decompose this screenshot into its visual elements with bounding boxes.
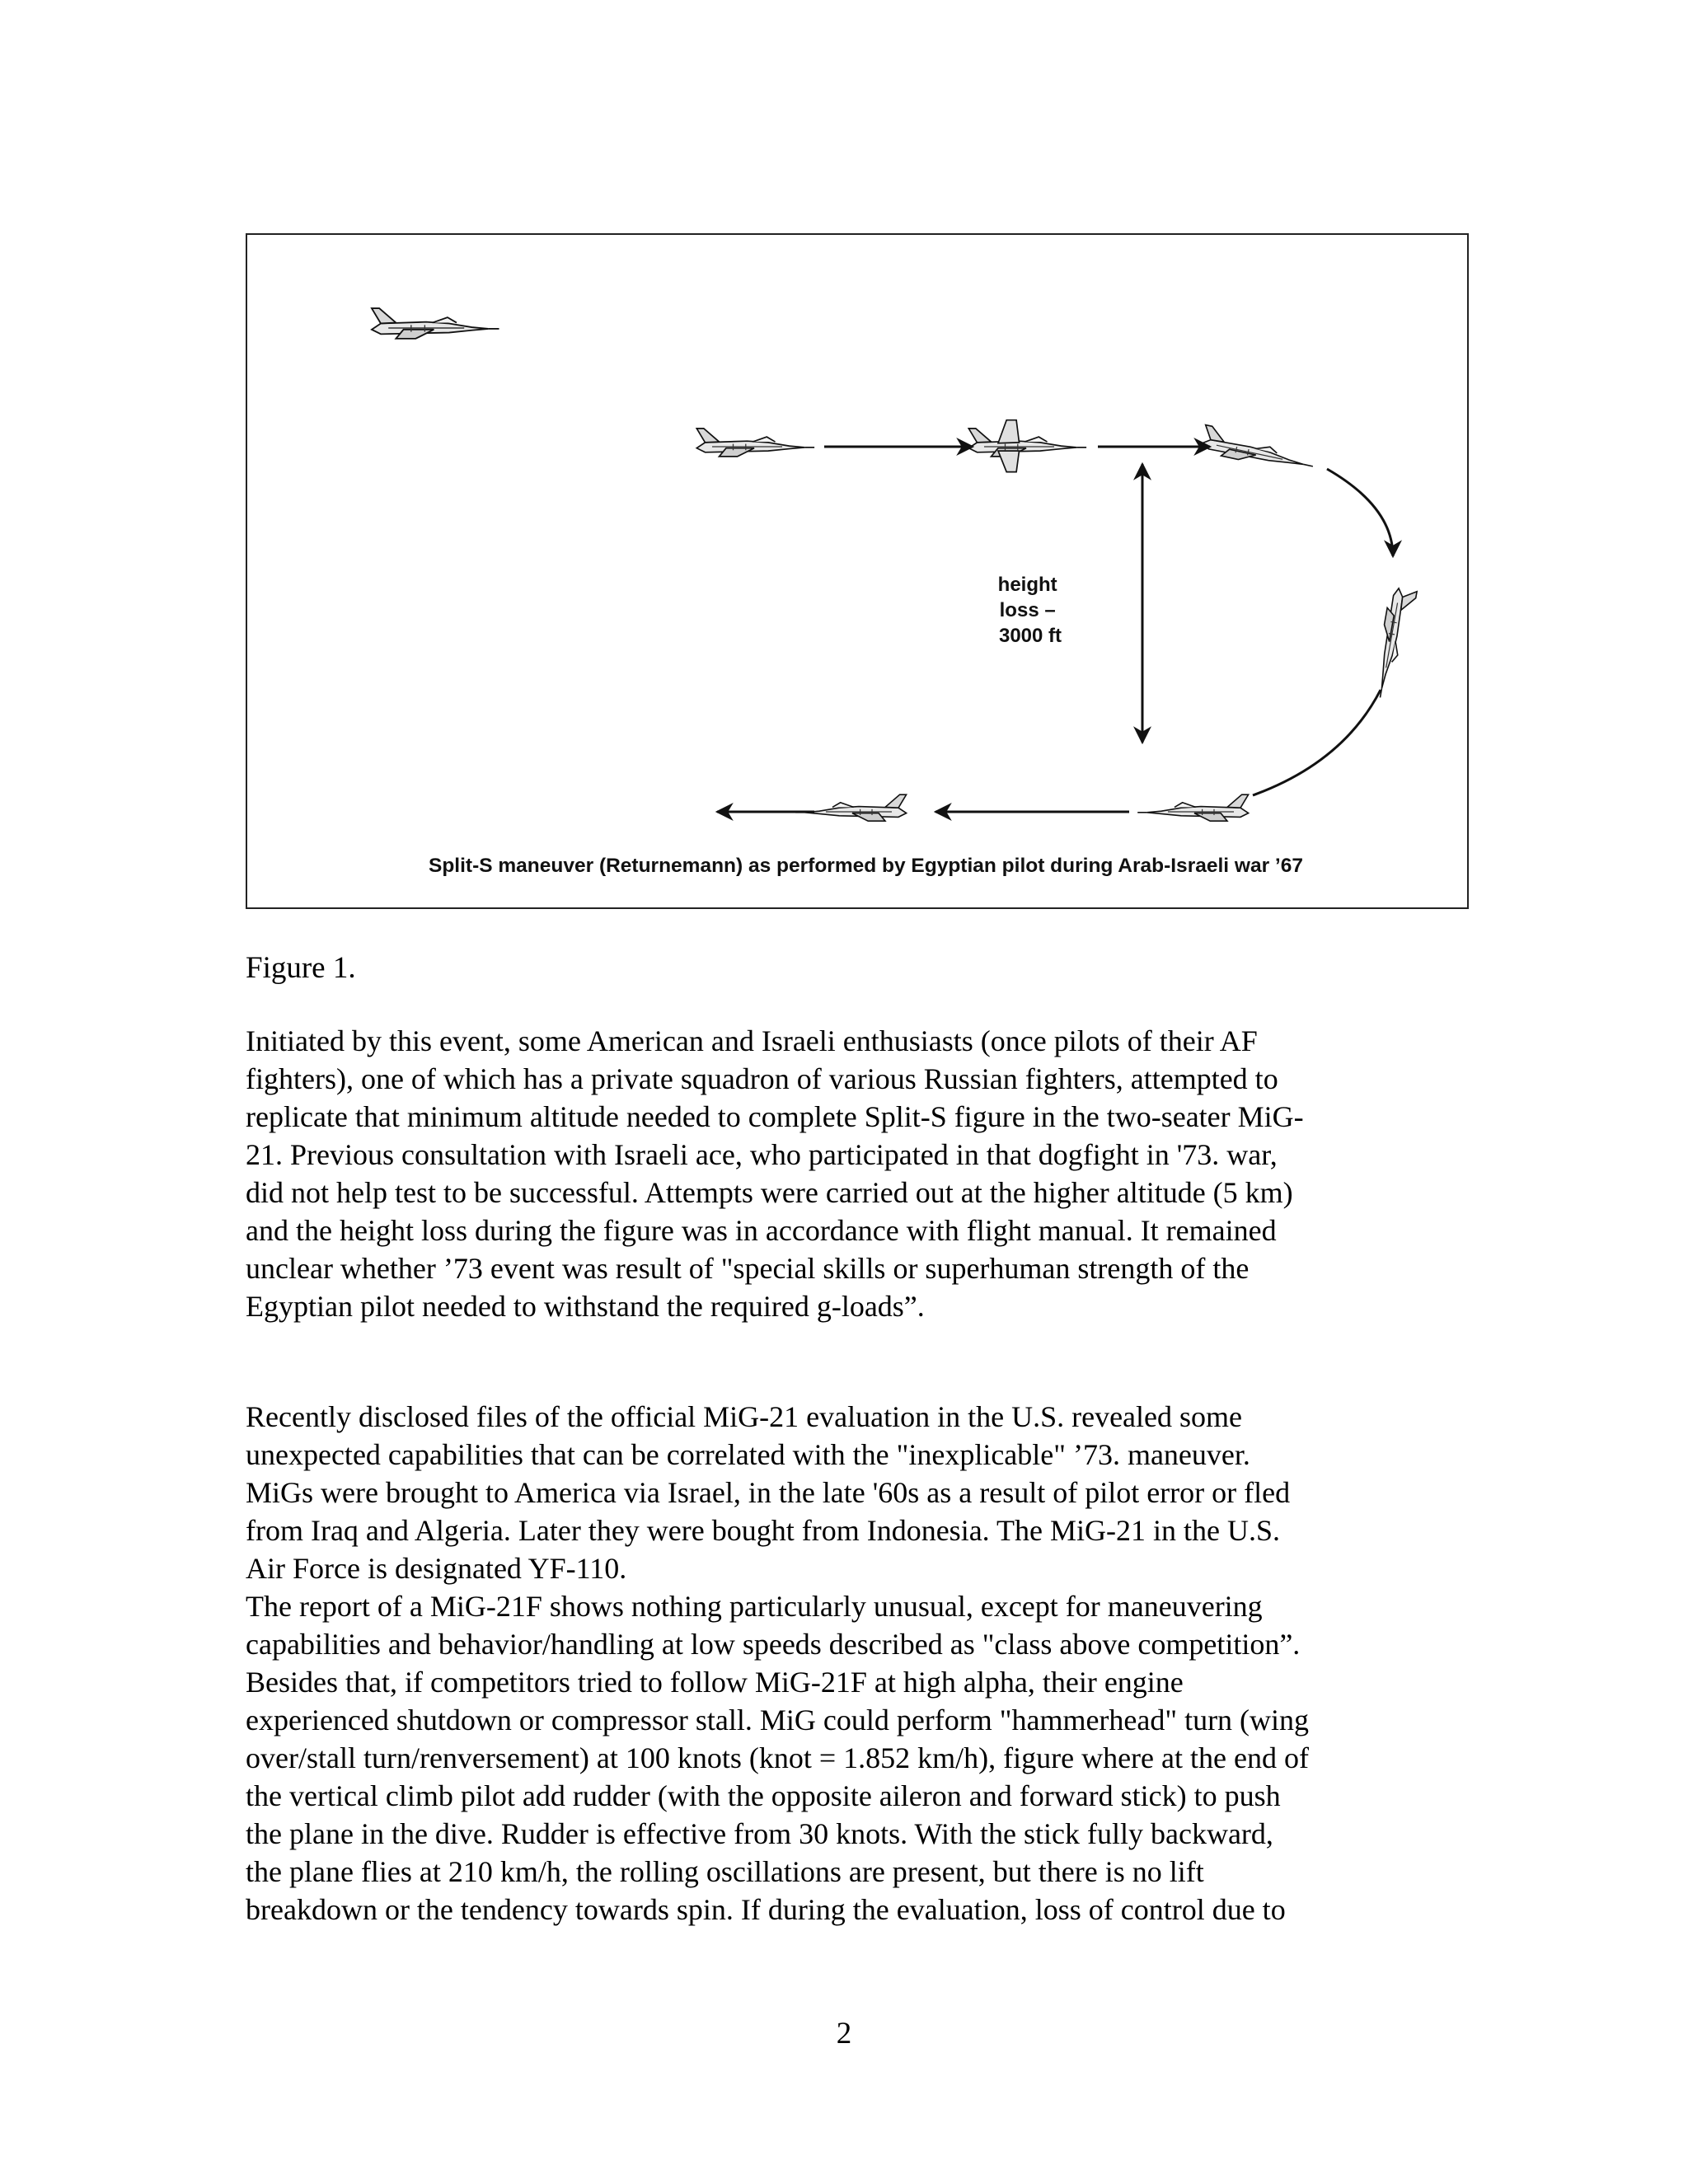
text-line: unexpected capabilities that can be correlated with the "inexplicable" ’73. maneuver.: [246, 1438, 1250, 1471]
text-line: 21. Previous consultation with Israeli ace, who participated in that dogfight in '73. war,: [246, 1138, 1278, 1171]
text-line: over/stall turn/renversement) at 100 knots (knot = 1.852 km/h), figure where at the end of: [246, 1741, 1309, 1774]
text-line: Besides that, if competitors tried to follow MiG-21F at high alpha, their engine: [246, 1666, 1184, 1699]
curve-arrow-down: [1327, 469, 1393, 556]
text-line: unclear whether ’73 event was result of "special skills or superhuman strength of the: [246, 1252, 1250, 1285]
figure-split-s-diagram: [246, 233, 1469, 909]
figure-label: Figure 1.: [246, 951, 356, 985]
jet-2-icon: [968, 420, 1086, 472]
paragraph-2: [246, 1398, 1465, 1929]
text-line: breakdown or the tendency towards spin. If during the evaluation, loss of control due to: [246, 1893, 1286, 1926]
jet-5-icon: [1137, 794, 1248, 821]
text-line: Initiated by this event, some American and Israeli enthusiasts (once pilots of their AF: [246, 1024, 1258, 1057]
text-line: the vertical climb pilot add rudder (with the opposite aileron and forward stick) to push: [246, 1779, 1281, 1812]
text-line: Egyptian pilot needed to withstand the required g-loads”.: [246, 1290, 925, 1323]
text-line: the plane flies at 210 km/h, the rolling oscillations are present, but there is no lift: [246, 1855, 1204, 1888]
text-line: did not help test to be successful. Attempts were carried out at the higher altitude (5 km): [246, 1176, 1293, 1209]
text-line: the plane in the dive. Rudder is effective from 30 knots. With the stick fully backward,: [246, 1817, 1273, 1850]
text-line: from Iraq and Algeria. Later they were bought from Indonesia. The MiG-21 in the U.S.: [246, 1514, 1280, 1547]
text-line: The report of a MiG-21F shows nothing particularly unusual, except for maneuvering: [246, 1590, 1263, 1623]
text-line: Recently disclosed files of the official MiG-21 evaluation in the U.S. revealed some: [246, 1400, 1243, 1433]
text-line: and the height loss during the figure was in accordance with flight manual. It remained: [246, 1214, 1277, 1247]
paragraph-1: [246, 1022, 1465, 1325]
curve-lower: [1253, 690, 1381, 795]
page-number: 2: [836, 2017, 852, 2050]
text-line: Air Force is designated YF-110.: [246, 1552, 627, 1585]
figure-caption: Split-S maneuver (Returnemann) as performed by Egyptian pilot during Arab-Israeli war ’67: [429, 855, 1303, 877]
text-line: replicate that minimum altitude needed to complete Split-S figure in the two-seater MiG-: [246, 1100, 1304, 1133]
jet-3-icon: [1200, 425, 1317, 476]
jet-1-icon: [696, 429, 814, 457]
text-line: MiGs were brought to America via Israel, in the late '60s as a result of pilot error or fled: [246, 1476, 1291, 1509]
height-loss-label: height loss – 3000 ft: [997, 574, 1062, 647]
jet-6-icon: [795, 794, 906, 821]
text-line: capabilities and behavior/handling at low speeds described as "class above competition”.: [246, 1628, 1301, 1661]
text-line: experienced shutdown or compressor stall. MiG could perform "hammerhead" turn (wing: [246, 1704, 1310, 1736]
jet-4-icon: [1372, 587, 1417, 701]
jet-attacker-icon: [372, 308, 499, 339]
text-line: fighters), one of which has a private squadron of various Russian fighters, attempted to: [246, 1062, 1278, 1095]
